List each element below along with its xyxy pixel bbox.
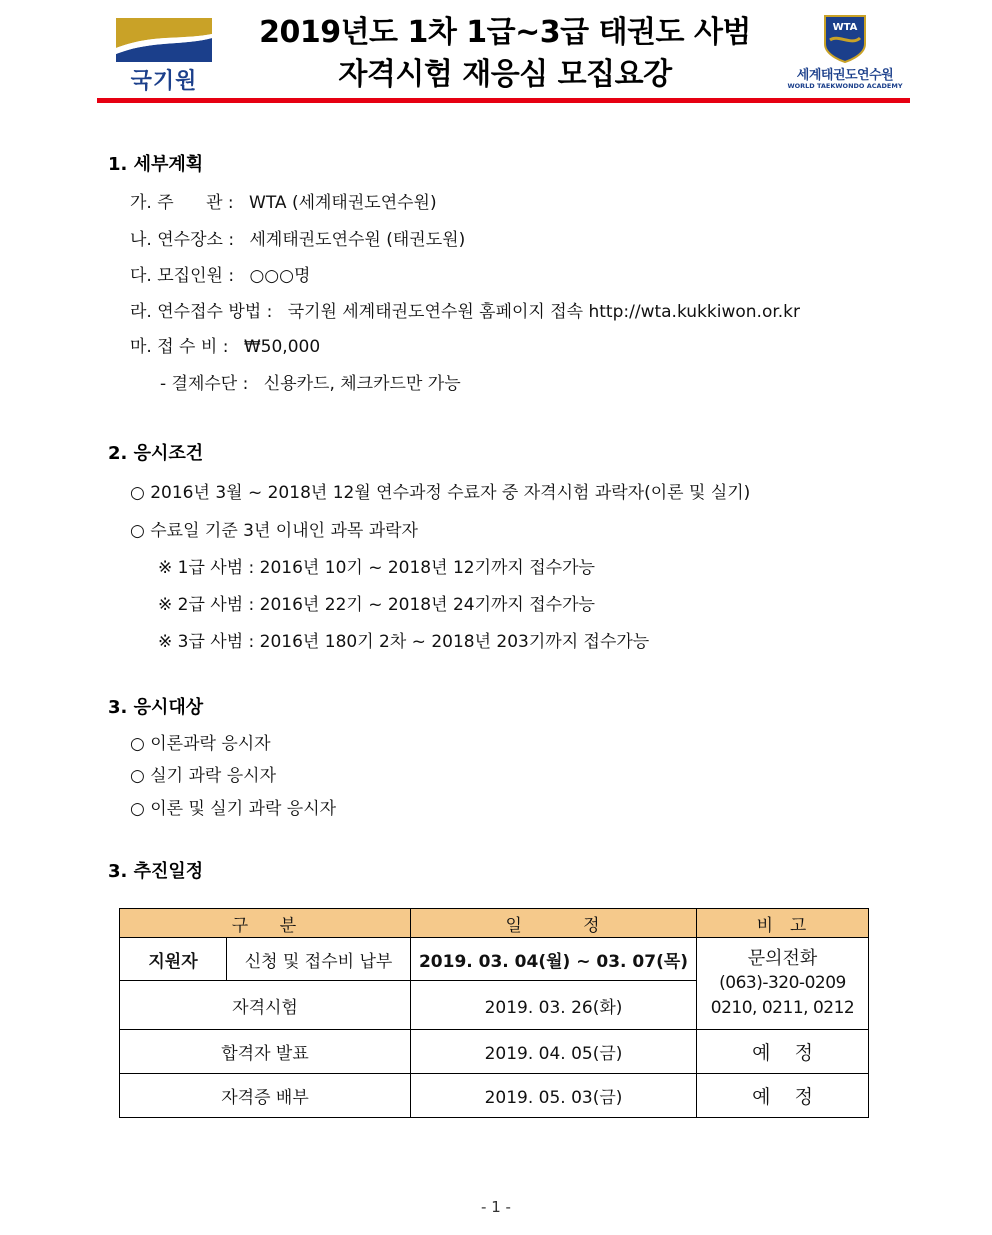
detail-payment	[160, 369, 461, 394]
exam-date: 2019. 03. 26(화)	[411, 981, 697, 1030]
detail-label: - 결제수단 :	[160, 374, 249, 394]
detail-registration	[130, 297, 800, 322]
target-item: ○ 실기 과락 응시자	[130, 766, 276, 786]
section-1-heading: 1. 세부계획	[108, 154, 204, 175]
application-cell: 신청 및 접수비 납부	[227, 938, 411, 981]
detail-value: 세계태권도연수원 (태권도원)	[249, 230, 466, 250]
kukkiwon-emblem-icon	[112, 14, 216, 66]
wta-logo-kr: 세계태권도연수원	[796, 68, 894, 83]
contact-extensions: 0210, 0211, 0212	[710, 998, 855, 1018]
table-row	[120, 1074, 869, 1118]
kukkiwon-logo-text: 국기원	[130, 69, 198, 94]
detail-value: WTA (세계태권도연수원)	[249, 193, 437, 213]
table-row	[120, 938, 869, 981]
contact-phone: (063)-320-0209	[719, 973, 846, 993]
certificate-note: 예 정	[697, 1074, 869, 1118]
detail-value: 신용카드, 체크카드만 가능	[263, 374, 461, 394]
header-schedule: 일 정	[411, 909, 697, 938]
contact-note	[697, 938, 869, 1030]
detail-capacity	[130, 261, 310, 286]
title-line-2: 자격시험 재응심 모집요강	[338, 57, 672, 92]
detail-value: 국기원 세계태권도연수원 홈페이지 접속 http://wta.kukkiwon.or.kr	[287, 302, 801, 322]
detail-fee	[130, 332, 320, 357]
condition-note: ※ 2급 사범 : 2016년 22기 ~ 2018년 24기까지 접수가능	[158, 595, 595, 615]
header-category: 구 분	[120, 909, 411, 938]
target-item: ○ 이론 및 실기 과락 응시자	[130, 799, 337, 819]
wta-logo-en: WORLD TAEKWONDO ACADEMY	[787, 82, 903, 90]
wta-emblem-icon	[780, 14, 910, 64]
page-title	[240, 12, 770, 96]
detail-label: 다. 모집인원 :	[130, 266, 235, 286]
applicant-cell: 지원자	[120, 938, 227, 981]
header-note: 비 고	[697, 909, 869, 938]
condition-item: ○ 2016년 3월 ~ 2018년 12월 연수과정 수료자 중 자격시험 과락자(이론 및 실기)	[130, 483, 751, 503]
table-row	[120, 1030, 869, 1074]
detail-label: 라. 연수접수 방법 :	[130, 302, 273, 322]
contact-label: 문의전화	[747, 948, 818, 969]
detail-label: 마. 접 수 비 :	[130, 337, 229, 357]
wta-logo	[780, 14, 910, 92]
page-number: - 1 -	[481, 1198, 511, 1216]
detail-label: 나. 연수장소 :	[130, 230, 235, 250]
detail-value: ₩50,000	[243, 337, 321, 357]
wta-badge-text: WTA	[832, 22, 858, 33]
detail-label: 가. 주 관 :	[130, 193, 234, 213]
condition-item: ○ 수료일 기준 3년 이내인 과목 과락자	[130, 521, 418, 541]
title-line-1: 2019년도 1차 1급~3급 태권도 사범	[259, 15, 751, 50]
results-date: 2019. 04. 05(금)	[411, 1030, 697, 1074]
results-cell: 합격자 발표	[120, 1030, 411, 1074]
exam-cell: 자격시험	[120, 981, 411, 1030]
section-2-heading: 2. 응시조건	[108, 443, 204, 464]
condition-note: ※ 3급 사범 : 2016년 180기 2차 ~ 2018년 203기까지 접수가능	[158, 632, 650, 652]
results-note: 예 정	[697, 1030, 869, 1074]
section-3-heading: 3. 응시대상	[108, 697, 204, 718]
certificate-date: 2019. 05. 03(금)	[411, 1074, 697, 1118]
application-date: 2019. 03. 04(월) ~ 03. 07(목)	[411, 938, 697, 981]
section-4-heading: 3. 추진일정	[108, 861, 204, 882]
target-item: ○ 이론과락 응시자	[130, 734, 271, 754]
header-divider	[97, 98, 910, 103]
table-header-row	[120, 909, 869, 938]
condition-note: ※ 1급 사범 : 2016년 10기 ~ 2018년 12기까지 접수가능	[158, 558, 595, 578]
detail-host	[130, 188, 437, 213]
schedule-table	[119, 908, 869, 1118]
detail-value: ○○○명	[249, 266, 311, 286]
kukkiwon-logo	[112, 14, 216, 96]
detail-venue	[130, 225, 465, 250]
certificate-cell: 자격증 배부	[120, 1074, 411, 1118]
